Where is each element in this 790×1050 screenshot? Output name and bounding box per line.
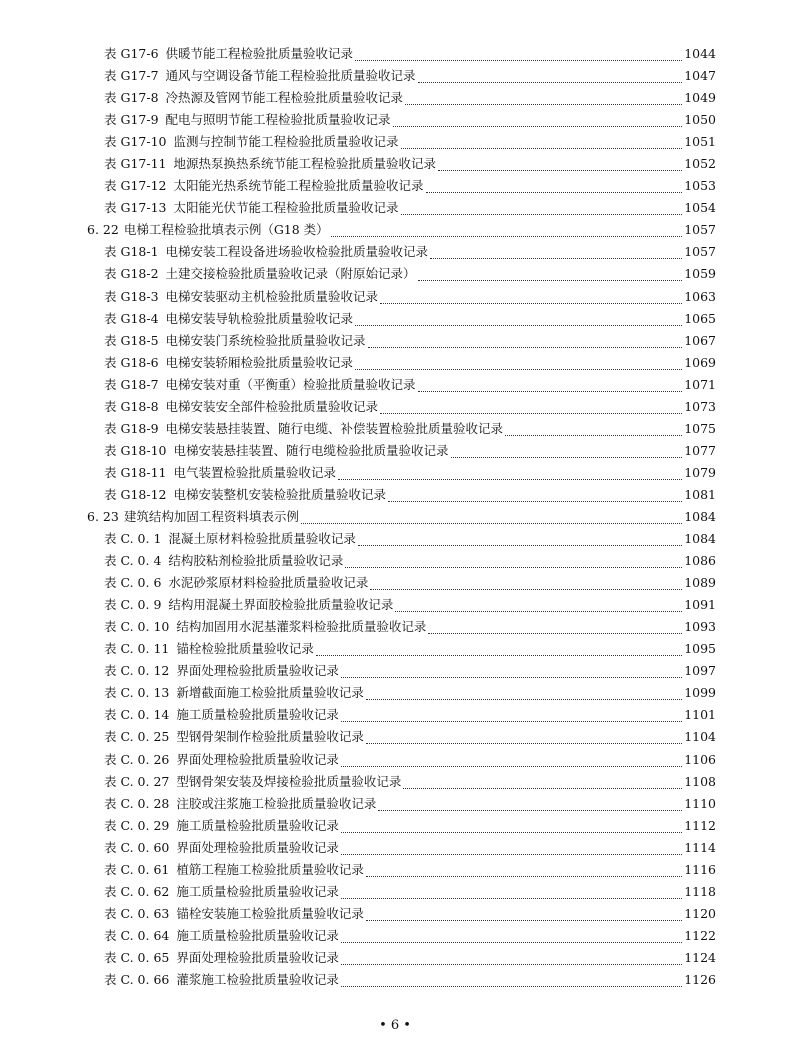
toc-entry-label: 表 G18-3 [104, 288, 159, 304]
toc-entry[interactable] [0, 175, 790, 197]
toc-entry-label: 表 C. 0. 1 [104, 531, 162, 547]
toc-entry-title: 锚栓安装施工检验批质量验收记录 [176, 905, 364, 921]
dot-leader [338, 479, 714, 480]
toc-section-entry[interactable] [0, 506, 790, 528]
toc-entry-label: 6. 23 [87, 508, 119, 524]
dot-leader [355, 325, 714, 326]
dot-leader [366, 699, 714, 700]
toc-entry[interactable] [0, 462, 790, 484]
toc-entry[interactable] [0, 484, 790, 506]
dot-leader [341, 854, 714, 855]
toc-entry-label: 表 G17-12 [104, 178, 167, 194]
toc-entry[interactable] [0, 528, 790, 550]
toc-entry-label: 表 G17-10 [104, 134, 167, 150]
dot-leader [366, 743, 714, 744]
toc-entry-page: 1091 [682, 594, 716, 616]
toc-entry[interactable] [0, 969, 790, 991]
dot-leader [395, 611, 714, 612]
toc-entry-label: 表 C. 0. 11 [104, 641, 170, 657]
dot-leader [341, 898, 714, 899]
toc-entry[interactable] [0, 43, 790, 65]
dot-leader [418, 82, 714, 83]
toc-entry-label: 表 G17-11 [104, 156, 167, 172]
toc-entry-page: 1114 [682, 837, 716, 859]
toc-entry-label: 表 C. 0. 60 [104, 839, 170, 855]
toc-entry-page: 1112 [682, 815, 716, 837]
toc-entry[interactable] [0, 947, 790, 969]
toc-entry-title: 施工质量检验批质量验收记录 [176, 817, 339, 833]
toc-entry[interactable] [0, 109, 790, 131]
toc-entry-text [104, 528, 716, 550]
toc-entry-title: 注胶或注浆施工检验批质量验收记录 [176, 795, 377, 811]
toc-entry-label: 表 G18-5 [104, 332, 159, 348]
toc-entry-label: 6. 22 [87, 222, 119, 238]
toc-entry-label: 表 G18-11 [104, 464, 167, 480]
dot-leader [428, 633, 714, 634]
toc-entry-text [104, 704, 716, 726]
dot-leader [358, 545, 714, 546]
dot-leader [368, 347, 714, 348]
toc-entry-title: 电梯安装整机安装检验批质量验收记录 [173, 486, 387, 502]
toc-entry-page: 1065 [682, 308, 716, 330]
toc-entry-page: 1057 [682, 241, 716, 263]
toc-entry[interactable] [0, 903, 790, 925]
toc-entry-label: 表 C. 0. 6 [104, 575, 162, 591]
dot-leader [341, 986, 714, 987]
toc-entry-label: 表 G17-6 [104, 46, 159, 61]
dot-leader [380, 303, 714, 304]
toc-entry-label: 表 G17-8 [104, 90, 159, 106]
toc-entry[interactable] [0, 771, 790, 793]
dot-leader [418, 391, 714, 392]
toc-entry-page: 1106 [682, 749, 716, 771]
toc-entry-page: 1086 [682, 550, 716, 572]
toc-entry-text [104, 550, 716, 572]
dot-leader [355, 369, 714, 370]
toc-entry-page: 1126 [682, 969, 716, 991]
toc-entry-title: 灌浆施工检验批质量验收记录 [176, 971, 339, 987]
toc-entry-text [104, 969, 716, 991]
toc-entry-page: 1047 [682, 65, 716, 87]
toc-entry[interactable] [0, 726, 790, 748]
toc-entry[interactable] [0, 418, 790, 440]
toc-entry-text [87, 506, 716, 528]
toc-entry-page: 1081 [682, 484, 716, 506]
dot-leader [355, 60, 714, 61]
toc-entry-title: 施工质量检验批质量验收记录 [176, 707, 339, 723]
toc-entry-page: 1049 [682, 87, 716, 109]
toc-entry-page: 1052 [682, 153, 716, 175]
toc-entry[interactable] [0, 837, 790, 859]
toc-entry-label: 表 C. 0. 9 [104, 597, 162, 613]
toc-entry-text [104, 374, 716, 396]
toc-entry-label: 表 G18-1 [104, 244, 159, 260]
dot-leader [388, 501, 714, 502]
toc-entry-title: 监测与控制节能工程检验批质量验收记录 [173, 134, 399, 150]
page-number: • 6 • [379, 1018, 411, 1033]
toc-entry-text [104, 418, 716, 440]
toc-entry-label: 表 C. 0. 63 [104, 905, 170, 921]
toc-entry-title: 电梯安装门系统检验批质量验收记录 [165, 332, 366, 348]
toc-entry-text [104, 771, 716, 793]
toc-entry-label: 表 G18-12 [104, 486, 167, 502]
toc-entry-page: 1116 [682, 859, 716, 881]
toc-entry-text [104, 65, 716, 87]
toc-entry-text [104, 815, 716, 837]
toc-entry-title: 电梯安装对重（平衡重）检验批质量验收记录 [165, 376, 416, 392]
toc-entry-label: 表 G18-9 [104, 420, 159, 436]
toc-entry-page: 1059 [682, 263, 716, 285]
toc-entry-label: 表 C. 0. 12 [104, 663, 170, 679]
toc-entry-label: 表 G18-4 [104, 310, 159, 326]
toc-entry-title: 界面处理检验批质量验收记录 [176, 663, 339, 679]
toc-entry-text [104, 726, 716, 748]
toc-entry-title: 施工质量检验批质量验收记录 [176, 927, 339, 943]
toc-entry-label: 表 C. 0. 25 [104, 729, 170, 745]
toc-entry-label: 表 C. 0. 61 [104, 861, 170, 877]
toc-entry[interactable] [0, 815, 790, 837]
toc-entry-title: 植筋工程施工检验批质量验收记录 [176, 861, 364, 877]
toc-entry[interactable] [0, 308, 790, 330]
toc-entry-title: 电梯安装驱动主机检验批质量验收记录 [165, 288, 379, 304]
toc-entry-page: 1104 [682, 726, 716, 748]
toc-entry-label: 表 C. 0. 4 [104, 553, 162, 569]
toc-entry[interactable] [0, 286, 790, 308]
toc-entry[interactable] [0, 749, 790, 771]
toc-entry-label: 表 C. 0. 13 [104, 685, 170, 701]
toc-entry-text [104, 903, 716, 925]
toc-entry[interactable] [0, 660, 790, 682]
toc-entry[interactable] [0, 550, 790, 572]
toc-entry-label: 表 C. 0. 14 [104, 707, 170, 723]
dot-leader [370, 589, 714, 590]
table-of-contents [0, 43, 790, 991]
toc-entry-page: 1095 [682, 638, 716, 660]
toc-entry[interactable] [0, 65, 790, 87]
dot-leader [341, 832, 714, 833]
toc-entry[interactable] [0, 881, 790, 903]
toc-entry[interactable] [0, 87, 790, 109]
toc-entry-title: 土建交接检验批质量验收记录（附原始记录） [165, 266, 416, 282]
toc-entry-title: 新增截面施工检验批质量验收记录 [176, 685, 364, 701]
toc-entry-page: 1110 [682, 793, 716, 815]
toc-entry-title: 电梯安装悬挂装置、随行电缆、补偿装置检验批质量验收记录 [165, 420, 504, 436]
toc-entry[interactable] [0, 638, 790, 660]
toc-entry-label: 表 G18-8 [104, 398, 159, 414]
toc-entry-page: 1053 [682, 175, 716, 197]
toc-entry[interactable] [0, 440, 790, 462]
toc-entry-text [104, 682, 716, 704]
dot-leader [426, 192, 714, 193]
toc-entry-text [87, 219, 716, 241]
toc-entry-label: 表 G17-13 [104, 200, 167, 216]
toc-entry-page: 1054 [682, 197, 716, 219]
toc-entry-page: 1093 [682, 616, 716, 638]
toc-entry-title: 界面处理检验批质量验收记录 [176, 839, 339, 855]
toc-entry-title: 型钢骨架制作检验批质量验收记录 [176, 729, 364, 745]
toc-entry-text [104, 396, 716, 418]
toc-entry-label: 表 C. 0. 29 [104, 817, 170, 833]
toc-entry-label: 表 C. 0. 65 [104, 949, 170, 965]
toc-entry-page: 1051 [682, 131, 716, 153]
toc-entry-title: 电梯工程检验批填表示例（G18 类） [123, 222, 329, 238]
toc-entry-page: 1050 [682, 109, 716, 131]
dot-leader [401, 214, 714, 215]
toc-entry-title: 电梯安装安全部件检验批质量验收记录 [165, 398, 379, 414]
toc-entry-text [104, 175, 716, 197]
dot-leader [341, 942, 714, 943]
toc-entry-text [104, 109, 716, 131]
toc-entry[interactable] [0, 572, 790, 594]
toc-entry-page: 1124 [682, 947, 716, 969]
toc-entry-page: 1057 [682, 219, 716, 241]
toc-entry-text [104, 594, 716, 616]
dot-leader [405, 104, 714, 105]
toc-entry-page: 1120 [682, 903, 716, 925]
toc-entry-label: 表 C. 0. 28 [104, 795, 170, 811]
toc-entry-text [104, 793, 716, 815]
toc-entry-text [104, 749, 716, 771]
dot-leader [380, 413, 714, 414]
toc-entry-text [104, 153, 716, 175]
toc-entry-page: 1084 [682, 506, 716, 528]
toc-entry-page: 1108 [682, 771, 716, 793]
toc-entry[interactable] [0, 153, 790, 175]
toc-entry-title: 地源热泵换热系统节能工程检验批质量验收记录 [173, 156, 437, 172]
toc-entry-page: 1118 [682, 881, 716, 903]
toc-section-entry[interactable] [0, 219, 790, 241]
dot-leader [316, 655, 714, 656]
toc-entry-title: 界面处理检验批质量验收记录 [176, 751, 339, 767]
toc-entry-label: 表 C. 0. 26 [104, 751, 170, 767]
toc-entry-page: 1099 [682, 682, 716, 704]
toc-entry-page: 1069 [682, 352, 716, 374]
toc-entry-label: 表 G18-6 [104, 354, 159, 370]
toc-entry-page: 1077 [682, 440, 716, 462]
toc-entry-text [104, 352, 716, 374]
toc-entry-title: 电梯安装导轨检验批质量验收记录 [165, 310, 354, 326]
dot-leader [345, 567, 714, 568]
toc-entry-text [104, 286, 716, 308]
toc-entry[interactable] [0, 197, 790, 219]
toc-entry-text [104, 197, 716, 219]
toc-entry-text [104, 616, 716, 638]
toc-entry-text [104, 87, 716, 109]
toc-entry-label: 表 C. 0. 66 [104, 971, 170, 987]
toc-entry-text [104, 947, 716, 969]
toc-entry[interactable] [0, 682, 790, 704]
dot-leader [341, 677, 714, 678]
toc-entry-title: 型钢骨架安装及焊接检验批质量验收记录 [176, 773, 402, 789]
toc-entry[interactable] [0, 352, 790, 374]
toc-entry-title: 水泥砂浆原材料检验批质量验收记录 [168, 575, 369, 591]
toc-entry-title: 建筑结构加固工程资料填表示例 [123, 508, 299, 524]
toc-entry-page: 1097 [682, 660, 716, 682]
toc-entry-label: 表 G18-2 [104, 266, 159, 282]
toc-entry-page: 1084 [682, 528, 716, 550]
toc-entry[interactable] [0, 616, 790, 638]
dot-leader [401, 148, 714, 149]
toc-entry-page: 1075 [682, 418, 716, 440]
toc-entry-title: 电梯安装悬挂装置、随行电缆检验批质量验收记录 [173, 442, 449, 458]
dot-leader [403, 788, 714, 789]
toc-entry-title: 电梯安装工程设备进场验收检验批质量验收记录 [165, 244, 429, 260]
toc-entry-text [104, 241, 716, 263]
toc-entry-text [104, 572, 716, 594]
toc-entry-page: 1071 [682, 374, 716, 396]
toc-entry[interactable] [0, 131, 790, 153]
toc-entry[interactable] [0, 374, 790, 396]
dot-leader [366, 876, 714, 877]
dot-leader [341, 964, 714, 965]
toc-entry-page: 1122 [682, 925, 716, 947]
toc-entry-label: 表 G18-7 [104, 376, 159, 392]
toc-entry-title: 施工质量检验批质量验收记录 [176, 883, 339, 899]
toc-entry[interactable] [0, 263, 790, 285]
toc-entry-text [104, 484, 716, 506]
dot-leader [331, 236, 714, 237]
toc-entry-text [104, 131, 716, 153]
dot-leader [418, 280, 714, 281]
toc-entry-text [104, 859, 716, 881]
toc-entry-text [104, 263, 716, 285]
toc-entry-text [104, 837, 716, 859]
toc-entry-label: 表 G18-10 [104, 442, 167, 458]
toc-entry-label: 表 C. 0. 27 [104, 773, 170, 789]
toc-entry-title: 结构用混凝土界面胶检验批质量验收记录 [168, 597, 394, 613]
dot-leader [366, 920, 714, 921]
toc-entry-title: 锚栓检验批质量验收记录 [176, 641, 314, 657]
toc-entry-page: 1089 [682, 572, 716, 594]
toc-entry-title: 供暖节能工程检验批质量验收记录 [165, 46, 354, 61]
toc-entry-text [104, 462, 716, 484]
toc-entry-text [104, 881, 716, 903]
dot-leader [378, 810, 714, 811]
toc-entry-text [104, 925, 716, 947]
toc-entry-text [104, 43, 716, 65]
toc-entry-label: 表 C. 0. 64 [104, 927, 170, 943]
toc-entry-page: 1073 [682, 396, 716, 418]
toc-entry[interactable] [0, 704, 790, 726]
toc-entry[interactable] [0, 594, 790, 616]
toc-entry-title: 结构加固用水泥基灌浆料检验批质量验收记录 [176, 619, 427, 635]
toc-entry-title: 配电与照明节能工程检验批质量验收记录 [165, 112, 391, 128]
toc-entry-title: 电梯安装轿厢检验批质量验收记录 [165, 354, 354, 370]
dot-leader [438, 170, 714, 171]
toc-entry-label: 表 C. 0. 10 [104, 619, 170, 635]
toc-entry[interactable] [0, 330, 790, 352]
toc-entry-page: 1067 [682, 330, 716, 352]
toc-entry-text [104, 330, 716, 352]
toc-entry-title: 混凝土原材料检验批质量验收记录 [168, 531, 356, 547]
toc-entry-label: 表 C. 0. 62 [104, 883, 170, 899]
toc-entry-text [104, 308, 716, 330]
dot-leader [341, 721, 714, 722]
toc-entry[interactable] [0, 793, 790, 815]
dot-leader [430, 258, 714, 259]
toc-entry-page: 1079 [682, 462, 716, 484]
toc-entry-page: 1044 [682, 43, 716, 65]
toc-entry-title: 结构胶粘剂检验批质量验收记录 [168, 553, 344, 569]
toc-entry[interactable] [0, 396, 790, 418]
toc-entry-text [104, 440, 716, 462]
dot-leader [451, 457, 714, 458]
dot-leader [393, 126, 714, 127]
dot-leader [341, 766, 714, 767]
toc-entry[interactable] [0, 241, 790, 263]
toc-entry-label: 表 G17-9 [104, 112, 159, 128]
toc-entry-text [104, 638, 716, 660]
dot-leader [301, 523, 714, 524]
toc-entry-title: 通风与空调设备节能工程检验批质量验收记录 [165, 68, 416, 84]
toc-entry-text [104, 660, 716, 682]
toc-entry-title: 冷热源及管网节能工程检验批质量验收记录 [165, 90, 404, 106]
toc-entry[interactable] [0, 925, 790, 947]
toc-entry-page: 1101 [682, 704, 716, 726]
toc-entry[interactable] [0, 859, 790, 881]
toc-entry-title: 界面处理检验批质量验收记录 [176, 949, 339, 965]
toc-entry-page: 1063 [682, 286, 716, 308]
toc-entry-title: 电气装置检验批质量验收记录 [173, 464, 337, 480]
toc-entry-title: 太阳能光伏节能工程检验批质量验收记录 [173, 200, 399, 216]
toc-entry-label: 表 G17-7 [104, 68, 159, 84]
toc-entry-title: 太阳能光热系统节能工程检验批质量验收记录 [173, 178, 424, 194]
